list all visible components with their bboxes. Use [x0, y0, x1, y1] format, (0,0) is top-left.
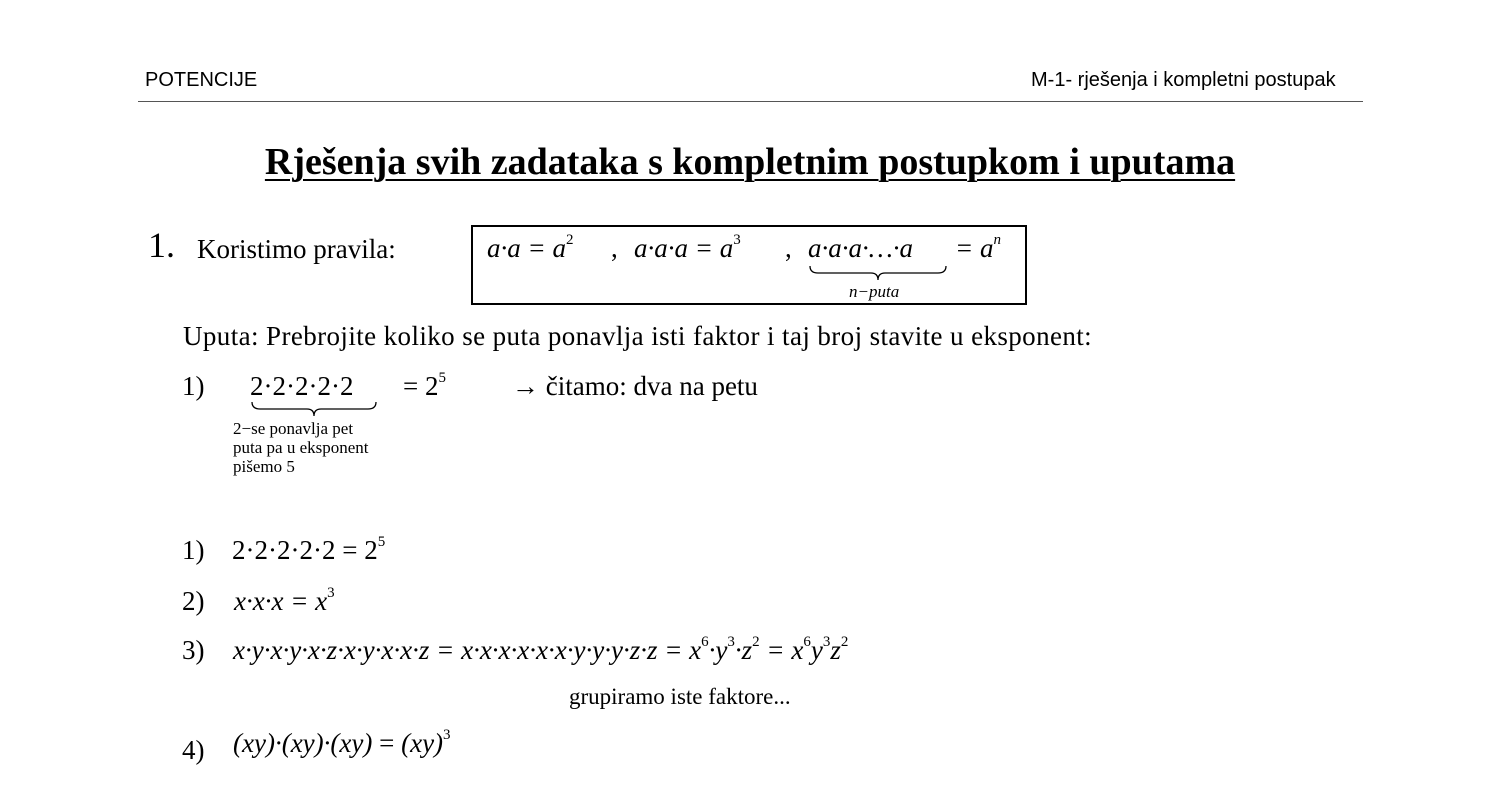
header-divider [138, 101, 1363, 102]
rule-3-product: a·a·a·…·a [808, 233, 914, 263]
item-4-expression: (xy)·(xy)·(xy) = (xy)$^3$ [233, 727, 451, 758]
task-intro: Koristimo pravila: [197, 234, 396, 264]
page-title: Rješenja svih zadataka s kompletnim postupkom i uputama [264, 141, 1236, 183]
item-1-label: 1) [182, 535, 205, 565]
example-reading: → čitamo: dva na petu [512, 371, 758, 401]
item-3-label: 3) [182, 635, 205, 665]
item-3-expression: $x\cdot y\cdot x\cdot y\cdot x\cdot z\cdot x\cdot y\cdot x\cdot x\cdot z = x\cdot x\cdot x\cdot x\cdot x\cdot x\cdot y\cdot y\cdot y\cdot z\cdot z = x^6\cdot y^3\cdot z^2 = x^6y^3z^2$ [233, 634, 849, 665]
item-4-label: 4) [182, 735, 205, 765]
hint-text: Uputa: Prebrojite koliko se puta ponavlja isti faktor i taj broj stavite u eksponent: [183, 321, 1093, 351]
rule-3-result: = $a^n$ [955, 232, 1001, 263]
rule-3-underbrace-label: n−puta [849, 282, 900, 301]
example-product: 2·2·2·2·2 [250, 371, 354, 401]
rule-separator-1: , [611, 233, 618, 263]
task-number: 1. [148, 225, 175, 265]
rule-3-underbrace [808, 264, 948, 282]
rule-2: $a\cdot a\cdot a = a^3$ [634, 232, 741, 263]
item-1-expression: $2\cdot 2\cdot 2\cdot 2\cdot 2 = 2^5$ [232, 534, 386, 565]
example-label: 1) [182, 371, 205, 401]
item-2-label: 2) [182, 586, 205, 616]
example-underbrace [250, 400, 378, 418]
example-note: 2−se ponavlja pet puta pa u eksponent pišemo 5 [233, 419, 369, 476]
rule-separator-2: , [785, 233, 792, 263]
item-2-expression: $x\cdot x\cdot x = x^3$ [234, 585, 335, 616]
item-3-note: grupiramo iste faktore... [569, 684, 791, 709]
example-result: = $2^5$ [403, 370, 446, 401]
header-right: M-1- rješenja i kompletni postupak [1031, 69, 1336, 91]
rule-1: $a\cdot a = a^2$ [487, 232, 574, 263]
header-left: POTENCIJE [145, 69, 258, 91]
